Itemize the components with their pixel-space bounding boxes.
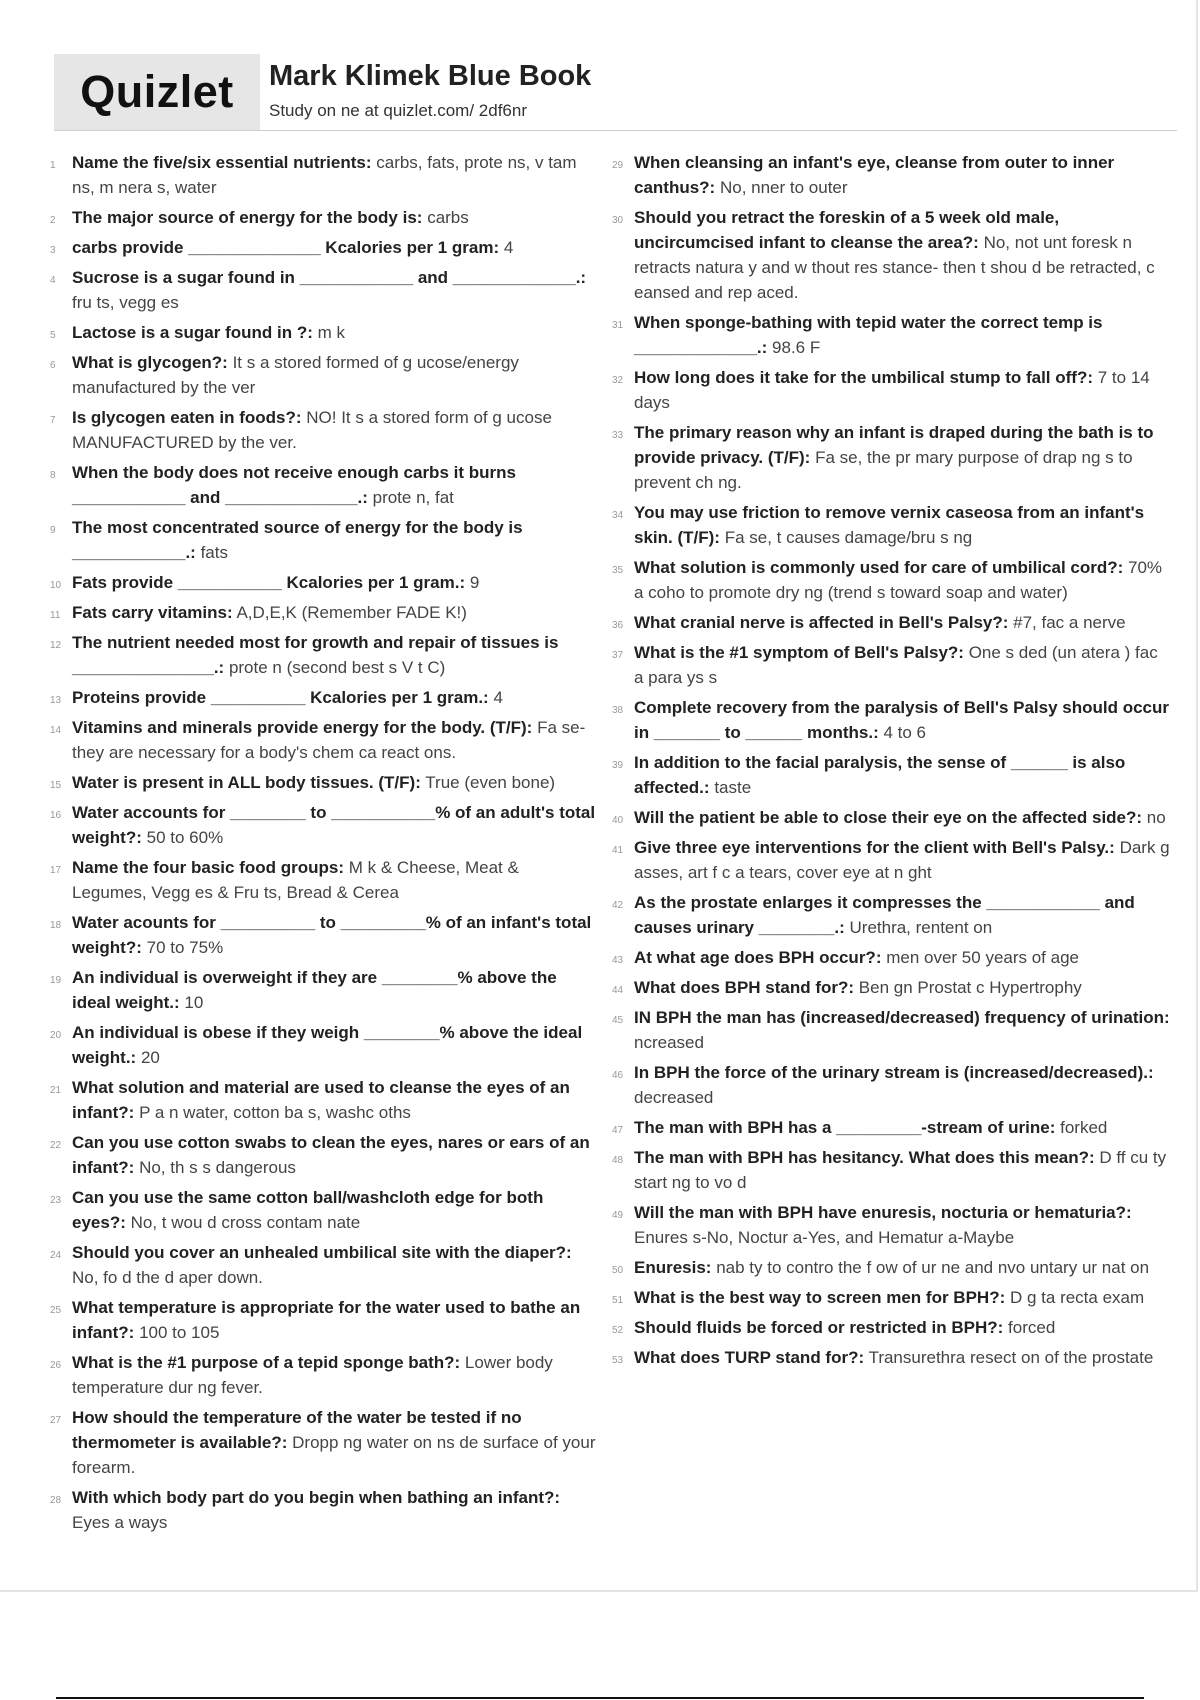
flashcard-item xyxy=(50,150,596,200)
card-definition: 70% a coho to promote dry ng (trend s toward soap and water) xyxy=(634,558,1163,602)
card-definition: Urethra, rentent on xyxy=(849,918,993,937)
flashcard-item xyxy=(612,835,1170,885)
card-term: The primary reason why an infant is draped during the bath is to provide privacy. (T/F): xyxy=(634,423,1154,467)
card-number: 39 xyxy=(612,760,624,771)
card-number: 19 xyxy=(50,975,62,986)
left-column xyxy=(50,150,596,1540)
card-number: 17 xyxy=(50,865,62,876)
flashcard-item xyxy=(50,600,596,625)
card-definition: It s a stored formed of g ucose/energy manufactured by the ver xyxy=(72,353,519,397)
card-definition: nab ty to contro the f ow of ur ne and nvo untary ur nat on xyxy=(716,1258,1150,1277)
card-definition: 50 to 60% xyxy=(146,828,224,847)
flashcard-item xyxy=(612,1285,1170,1310)
flashcard-item xyxy=(612,945,1170,970)
flashcard-item xyxy=(50,910,596,960)
card-definition: Eyes a ways xyxy=(72,1513,168,1532)
card-number: 27 xyxy=(50,1415,62,1426)
flashcard-item xyxy=(50,770,596,795)
flashcard-item xyxy=(50,265,596,315)
card-term: How long does it take for the umbilical stump to fall off?: xyxy=(634,368,1094,387)
card-term: Give three eye interventions for the client with Bell's Palsy.: xyxy=(634,838,1115,857)
card-term: Should you retract the foreskin of a 5 week old male, uncircumcised infant to cleanse the area?: xyxy=(634,208,1060,252)
flashcard-item xyxy=(612,150,1170,200)
card-definition: Enures s-No, Noctur a-Yes, and Hematur a-Maybe xyxy=(634,1228,1015,1247)
card-number: 44 xyxy=(612,985,624,996)
card-term: Lactose is a sugar found in ?: xyxy=(72,323,313,342)
flashcard-item xyxy=(50,855,596,905)
card-term: With which body part do you begin when bathing an infant?: xyxy=(72,1488,561,1507)
card-number: 41 xyxy=(612,845,624,856)
card-number: 40 xyxy=(612,815,624,826)
flashcard-item xyxy=(50,205,596,230)
card-number: 46 xyxy=(612,1070,624,1081)
card-term: An individual is overweight if they are ________% above the ideal weight.: xyxy=(72,968,557,1012)
card-number: 34 xyxy=(612,510,624,521)
card-number: 22 xyxy=(50,1140,62,1151)
card-number: 26 xyxy=(50,1360,62,1371)
card-term: Fats provide ___________ Kcalories per 1 gram.: xyxy=(72,573,466,592)
card-number: 50 xyxy=(612,1265,624,1276)
card-definition: forked xyxy=(1060,1118,1108,1137)
card-term: Can you use the same cotton ball/washcloth edge for both eyes?: xyxy=(72,1188,544,1232)
flashcard-item xyxy=(50,405,596,455)
card-number: 36 xyxy=(612,620,624,631)
card-number: 53 xyxy=(612,1355,624,1366)
card-definition: Lower body temperature dur ng fever. xyxy=(72,1353,553,1397)
card-term: Complete recovery from the paralysis of Bell's Palsy should occur in _______ to ______ months.: xyxy=(634,698,1170,742)
flashcard-item xyxy=(50,1185,596,1235)
flashcard-item xyxy=(612,1200,1170,1250)
flashcard-item xyxy=(50,1485,596,1535)
flashcard-item xyxy=(612,1145,1170,1195)
card-definition: No, t wou d cross contam nate xyxy=(130,1213,361,1232)
card-term: What temperature is appropriate for the water used to bathe an infant?: xyxy=(72,1298,581,1342)
card-term: What does BPH stand for?: xyxy=(634,978,855,997)
flashcard-item xyxy=(50,235,596,260)
card-definition: D g ta recta exam xyxy=(1009,1288,1145,1307)
card-number: 3 xyxy=(50,245,56,256)
card-term: What is the #1 symptom of Bell's Palsy?: xyxy=(634,643,964,662)
card-number: 43 xyxy=(612,955,624,966)
card-term: The man with BPH has a _________-stream of urine: xyxy=(634,1118,1056,1137)
flashcard-item xyxy=(612,1060,1170,1110)
card-term: carbs provide ______________ Kcalories per 1 gram: xyxy=(72,238,500,257)
card-term: When the body does not receive enough carbs it burns ____________ and ______________.: xyxy=(72,463,516,507)
flashcard-item xyxy=(50,630,596,680)
flashcard-item xyxy=(50,1295,596,1345)
flashcard-item xyxy=(50,1020,596,1070)
flashcard-item xyxy=(50,1075,596,1125)
card-term: You may use friction to remove vernix caseosa from an infant's skin. (T/F): xyxy=(634,503,1145,547)
card-number: 24 xyxy=(50,1250,62,1261)
card-definition: True (even bone) xyxy=(425,773,556,792)
card-number: 13 xyxy=(50,695,62,706)
card-number: 14 xyxy=(50,725,62,736)
card-definition: 4 xyxy=(493,688,503,707)
flashcard-item xyxy=(50,800,596,850)
card-definition: No, fo d the d aper down. xyxy=(72,1268,263,1287)
flashcard-item xyxy=(50,1350,596,1400)
card-definition: no xyxy=(1146,808,1166,827)
card-definition: Fa se, the pr mary purpose of drap ng s to prevent ch ng. xyxy=(634,448,1133,492)
card-definition: D ff cu ty start ng to vo d xyxy=(634,1148,1167,1192)
card-term: Can you use cotton swabs to clean the eyes, nares or ears of an infant?: xyxy=(72,1133,590,1177)
card-term: What is glycogen?: xyxy=(72,353,228,372)
card-number: 1 xyxy=(50,160,56,171)
card-definition: fats xyxy=(200,543,228,562)
card-definition: Fa se, t causes damage/bru s ng xyxy=(724,528,973,547)
card-definition: decreased xyxy=(634,1088,714,1107)
card-definition: 20 xyxy=(140,1048,160,1067)
card-term: The nutrient needed most for growth and repair of tissues is _______________.: xyxy=(72,633,559,677)
card-term: How should the temperature of the water be tested if no thermometer is available?: xyxy=(72,1408,522,1452)
card-definition: 9 xyxy=(469,573,480,592)
flashcard-item xyxy=(612,310,1170,360)
card-term: What is the #1 purpose of a tepid sponge bath?: xyxy=(72,1353,461,1372)
flashcard-item xyxy=(612,205,1170,305)
card-definition: prote n (second best s V t C) xyxy=(228,658,446,677)
card-number: 45 xyxy=(612,1015,624,1026)
card-term: What solution is commonly used for care of umbilical cord?: xyxy=(634,558,1124,577)
card-number: 23 xyxy=(50,1195,62,1206)
flashcard-item xyxy=(612,640,1170,690)
card-definition: No, not unt foresk n retracts natura y and w thout res stance- then t shou d be retracted, c eansed and rep aced. xyxy=(634,233,1155,302)
card-definition: prote n, fat xyxy=(372,488,454,507)
card-term: Should fluids be forced or restricted in BPH?: xyxy=(634,1318,1004,1337)
card-term: Water is present in ALL body tissues. (T/F): xyxy=(72,773,421,792)
card-definition: Transurethra resect on of the prostate xyxy=(868,1348,1154,1367)
flashcard-item xyxy=(50,350,596,400)
card-definition: M k & Cheese, Meat & Legumes, Vegg es & Fru ts, Bread & Cerea xyxy=(72,858,519,902)
card-definition: 10 xyxy=(184,993,204,1012)
card-definition: One s ded (un atera ) fac a para ys s xyxy=(634,643,1158,687)
card-definition: ncreased xyxy=(634,1033,704,1052)
card-definition: P a n water, cotton ba s, washc oths xyxy=(139,1103,411,1122)
card-number: 47 xyxy=(612,1125,624,1136)
flashcard-item xyxy=(50,965,596,1015)
card-number: 8 xyxy=(50,470,56,481)
card-number: 18 xyxy=(50,920,62,931)
card-number: 9 xyxy=(50,525,56,536)
card-term: Sucrose is a sugar found in ____________ and _____________.: xyxy=(72,268,587,287)
flashcard-item xyxy=(612,365,1170,415)
card-definition: forced xyxy=(1008,1318,1056,1337)
card-number: 20 xyxy=(50,1030,62,1041)
card-number: 12 xyxy=(50,640,62,651)
flashcard-item xyxy=(612,610,1170,635)
card-term: Water accounts for ________ to ___________% of an adult's total weight?: xyxy=(72,803,596,847)
card-term: As the prostate enlarges it compresses the ____________ and causes urinary ________.: xyxy=(634,893,1135,937)
card-definition: 98.6 F xyxy=(772,338,821,357)
card-definition: No, nner to outer xyxy=(719,178,848,197)
card-definition: m k xyxy=(317,323,345,342)
card-number: 21 xyxy=(50,1085,62,1096)
card-term: At what age does BPH occur?: xyxy=(634,948,882,967)
flashcard-item xyxy=(612,890,1170,940)
flashcard-item xyxy=(612,1315,1170,1340)
flashcard-item xyxy=(612,555,1170,605)
card-number: 32 xyxy=(612,375,624,386)
flashcard-item xyxy=(612,695,1170,745)
card-term: When sponge-bathing with tepid water the correct temp is _____________.: xyxy=(634,313,1103,357)
card-definition: carbs xyxy=(427,208,469,227)
card-definition: NO! It s a stored form of g ucose MANUFACTURED by the ver. xyxy=(72,408,552,452)
flashcard-item xyxy=(612,805,1170,830)
card-term: The most concentrated source of energy for the body is ____________.: xyxy=(72,518,523,562)
card-term: Name the five/six essential nutrients: xyxy=(72,153,372,172)
card-number: 11 xyxy=(50,610,61,621)
flashcard-item xyxy=(50,1405,596,1480)
card-number: 49 xyxy=(612,1210,624,1221)
card-term: What solution and material are used to cleanse the eyes of an infant?: xyxy=(72,1078,570,1122)
flashcard-item xyxy=(612,750,1170,800)
card-definition: fru ts, vegg es xyxy=(72,293,179,312)
card-term: The major source of energy for the body is: xyxy=(72,208,423,227)
card-term: What is the best way to screen men for BPH?: xyxy=(634,1288,1006,1307)
flashcard-item xyxy=(612,1115,1170,1140)
card-number: 33 xyxy=(612,430,624,441)
card-definition: Ben gn Prostat c Hypertrophy xyxy=(858,978,1082,997)
card-number: 10 xyxy=(50,580,62,591)
card-number: 7 xyxy=(50,415,56,426)
card-term: Enuresis: xyxy=(634,1258,712,1277)
flashcard-item xyxy=(612,1005,1170,1055)
card-term: The man with BPH has hesitancy. What does this mean?: xyxy=(634,1148,1095,1167)
card-number: 42 xyxy=(612,900,624,911)
card-term: IN BPH the man has (increased/decreased) frequency of urination: xyxy=(634,1008,1170,1027)
flashcard-item xyxy=(50,460,596,510)
card-term: In BPH the force of the urinary stream is (increased/decreased).: xyxy=(634,1063,1154,1082)
card-number: 38 xyxy=(612,705,624,716)
card-number: 35 xyxy=(612,565,624,576)
card-number: 30 xyxy=(612,215,624,226)
card-number: 2 xyxy=(50,215,56,226)
card-term: Fats carry vitamins: xyxy=(72,603,233,622)
flashcard-item xyxy=(612,1345,1170,1370)
study-online-link: Study on ne at quizlet.com/ 2df6nr xyxy=(269,101,527,120)
card-term: Proteins provide __________ Kcalories per 1 gram.: xyxy=(72,688,489,707)
card-number: 52 xyxy=(612,1325,624,1336)
card-term: Water acounts for __________ to _________% of an infant's total weight?: xyxy=(72,913,592,957)
card-definition: No, th s s dangerous xyxy=(139,1158,296,1177)
page-title: Mark Klimek Blue Book xyxy=(269,60,592,92)
flashcard-item xyxy=(50,570,596,595)
card-number: 5 xyxy=(50,330,56,341)
card-definition: Fa se- they are necessary for a body's chem ca react ons. xyxy=(72,718,586,762)
flashcard-item xyxy=(50,1130,596,1180)
card-term: Is glycogen eaten in foods?: xyxy=(72,408,302,427)
card-number: 48 xyxy=(612,1155,624,1166)
card-definition: 4 xyxy=(503,238,514,257)
card-definition: taste xyxy=(714,778,752,797)
card-term: Will the patient be able to close their eye on the affected side?: xyxy=(634,808,1143,827)
card-number: 37 xyxy=(612,650,624,661)
footer-rule xyxy=(56,1697,1144,1699)
card-number: 15 xyxy=(50,780,62,791)
flashcard-item xyxy=(50,320,596,345)
card-term: What cranial nerve is affected in Bell's Palsy?: xyxy=(634,613,1009,632)
card-definition: Dark g asses, art f c a tears, cover eye at n ght xyxy=(634,838,1170,882)
flashcard-item xyxy=(612,1255,1170,1280)
card-term: Name the four basic food groups: xyxy=(72,858,345,877)
card-definition: Dropp ng water on ns de surface of your forearm. xyxy=(72,1433,596,1477)
flashcard-item xyxy=(612,975,1170,1000)
card-number: 16 xyxy=(50,810,62,821)
card-definition: 7 to 14 days xyxy=(634,368,1150,412)
flashcard-item xyxy=(50,1240,596,1290)
card-term: In addition to the facial paralysis, the sense of ______ is also affected.: xyxy=(634,753,1126,797)
card-definition: 100 to 105 xyxy=(139,1323,220,1342)
card-term: When cleansing an infant's eye, cleanse from outer to inner canthus?: xyxy=(634,153,1115,197)
flashcard-item xyxy=(50,515,596,565)
card-definition: A,D,E,K (Remember FADE K!) xyxy=(236,603,467,622)
flashcard-item xyxy=(50,715,596,765)
card-number: 6 xyxy=(50,360,56,371)
card-term: Will the man with BPH have enuresis, nocturia or hematuria?: xyxy=(634,1203,1132,1222)
page-header xyxy=(54,54,1177,131)
card-number: 4 xyxy=(50,275,56,286)
card-term: Vitamins and minerals provide energy for the body. (T/F): xyxy=(72,718,533,737)
quizlet-logo xyxy=(54,54,260,130)
card-number: 29 xyxy=(612,160,624,171)
card-term: Should you cover an unhealed umbilical site with the diaper?: xyxy=(72,1243,572,1262)
flashcard-item xyxy=(50,685,596,710)
card-term: An individual is obese if they weigh ________% above the ideal weight.: xyxy=(72,1023,583,1067)
card-definition: men over 50 years of age xyxy=(886,948,1079,967)
card-number: 28 xyxy=(50,1495,62,1506)
right-column xyxy=(612,150,1170,1375)
card-term: What does TURP stand for?: xyxy=(634,1348,865,1367)
card-number: 31 xyxy=(612,320,624,331)
flashcard-item xyxy=(612,420,1170,495)
card-definition: 70 to 75% xyxy=(146,938,224,957)
card-definition: #7, fac a nerve xyxy=(1013,613,1126,632)
card-definition: 4 to 6 xyxy=(883,723,927,742)
card-number: 51 xyxy=(612,1295,624,1306)
card-number: 25 xyxy=(50,1305,62,1316)
card-definition: carbs, fats, prote ns, v tam ns, m nera s, water xyxy=(72,153,577,197)
flashcard-item xyxy=(612,500,1170,550)
logo-text: Quizlet xyxy=(80,66,234,117)
